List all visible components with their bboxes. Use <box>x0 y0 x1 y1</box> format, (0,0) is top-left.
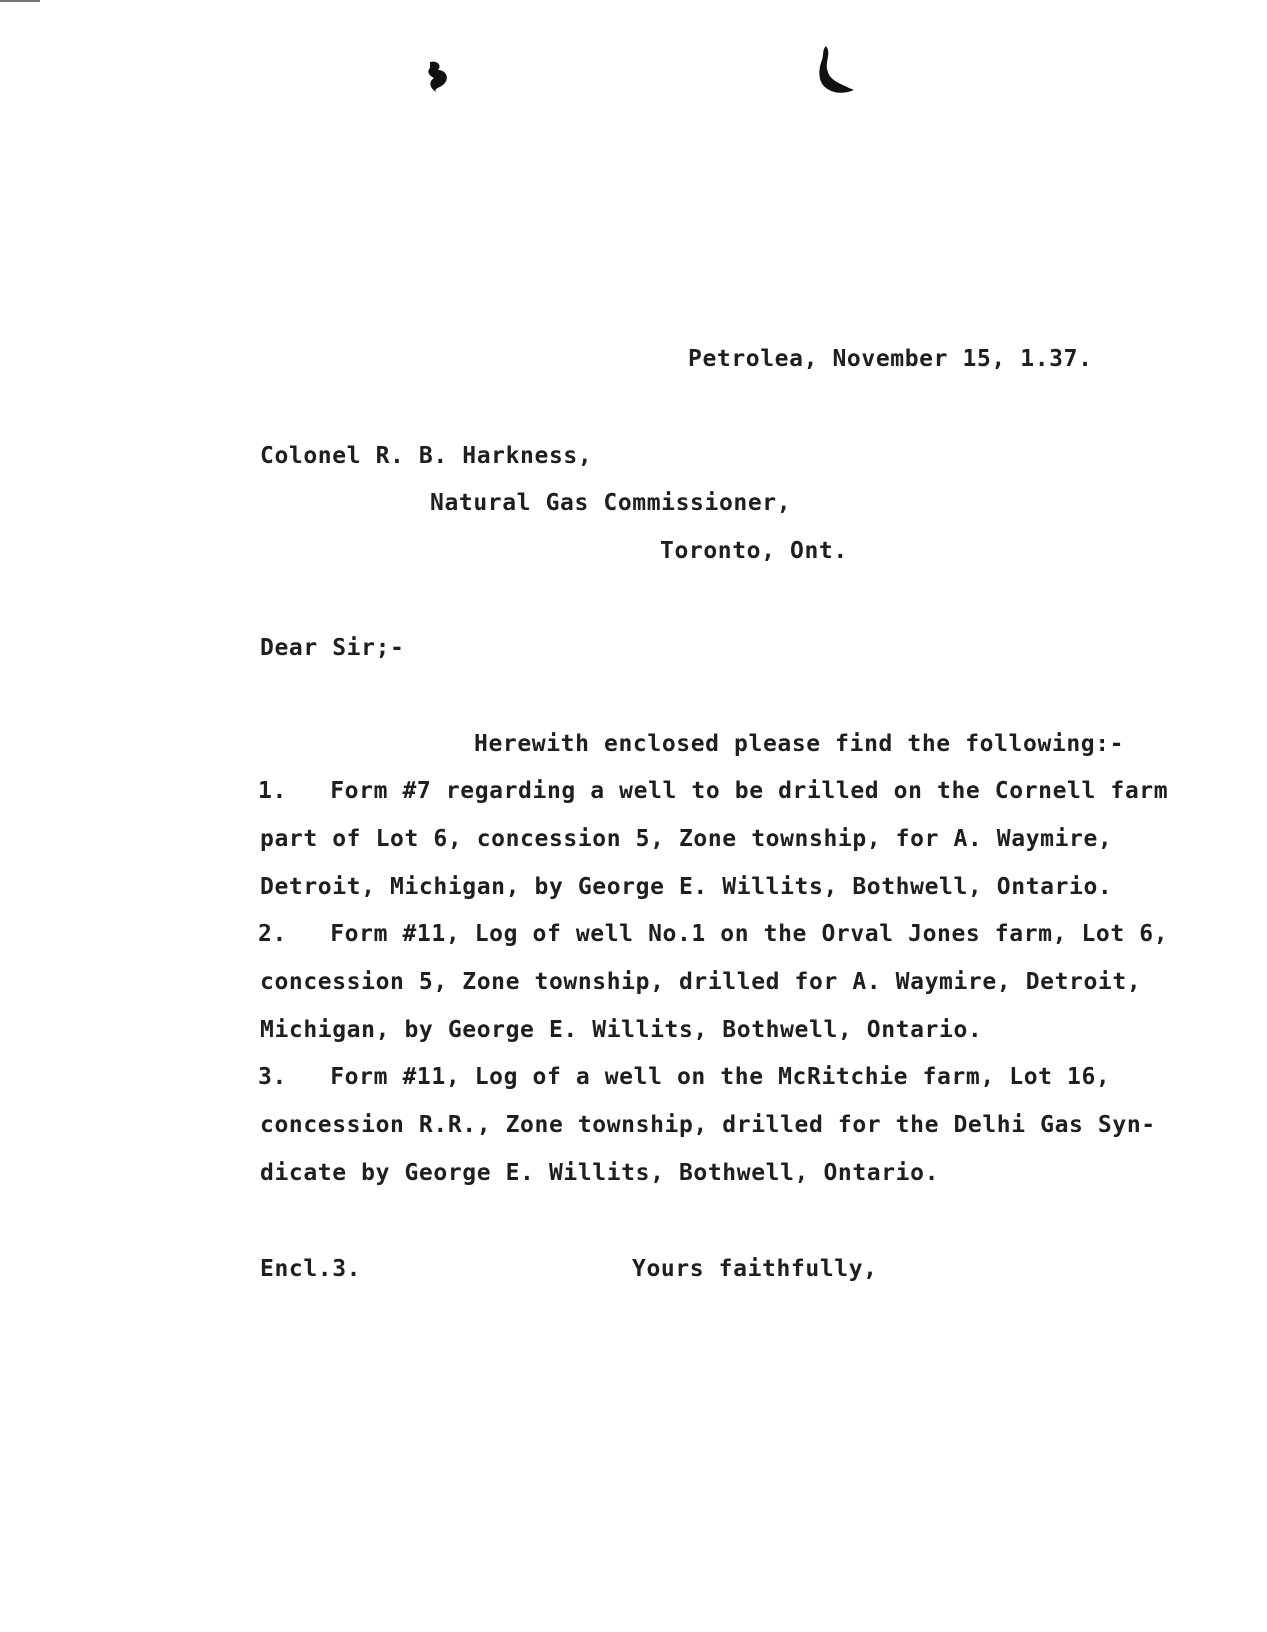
item-1-line-3: Detroit, Michigan, by George E. Willits, Bothwell, Ontario. <box>260 874 1113 900</box>
recipient-name: Colonel R. B. Harkness, <box>260 443 593 469</box>
item-1-line-1: 1. Form #7 regarding a well to be drilled on the Cornell farm <box>258 778 1169 804</box>
recipient-title: Natural Gas Commissioner, <box>430 490 792 516</box>
item-2-line-2: concession 5, Zone township, drilled for A. Waymire, Detroit, <box>260 969 1142 995</box>
binder-mark-right <box>816 44 856 96</box>
item-3-line-2: concession R.R., Zone township, drilled for the Delhi Gas Syn- <box>260 1112 1156 1138</box>
salutation: Dear Sir;- <box>260 635 405 661</box>
closing: Yours faithfully, <box>632 1256 878 1282</box>
intro-line: Herewith enclosed please find the following:- <box>474 731 1125 757</box>
item-2-line-1: 2. Form #11, Log of well No.1 on the Orval Jones farm, Lot 6, <box>258 921 1169 947</box>
recipient-city: Toronto, Ont. <box>660 538 848 564</box>
item-3-line-1: 3. Form #11, Log of a well on the McRitchie farm, Lot 16, <box>258 1064 1111 1090</box>
item-2-line-3: Michigan, by George E. Willits, Bothwell, Ontario. <box>260 1017 983 1043</box>
item-1-line-2: part of Lot 6, concession 5, Zone township, for A. Waymire, <box>260 826 1113 852</box>
enclosure-note: Encl.3. <box>260 1256 362 1282</box>
binder-mark-left <box>424 58 454 94</box>
item-3-line-3: dicate by George E. Willits, Bothwell, Ontario. <box>260 1160 940 1186</box>
dateline: Petrolea, November 15, 1.37. <box>688 346 1093 372</box>
scan-edge-mark <box>0 0 40 2</box>
